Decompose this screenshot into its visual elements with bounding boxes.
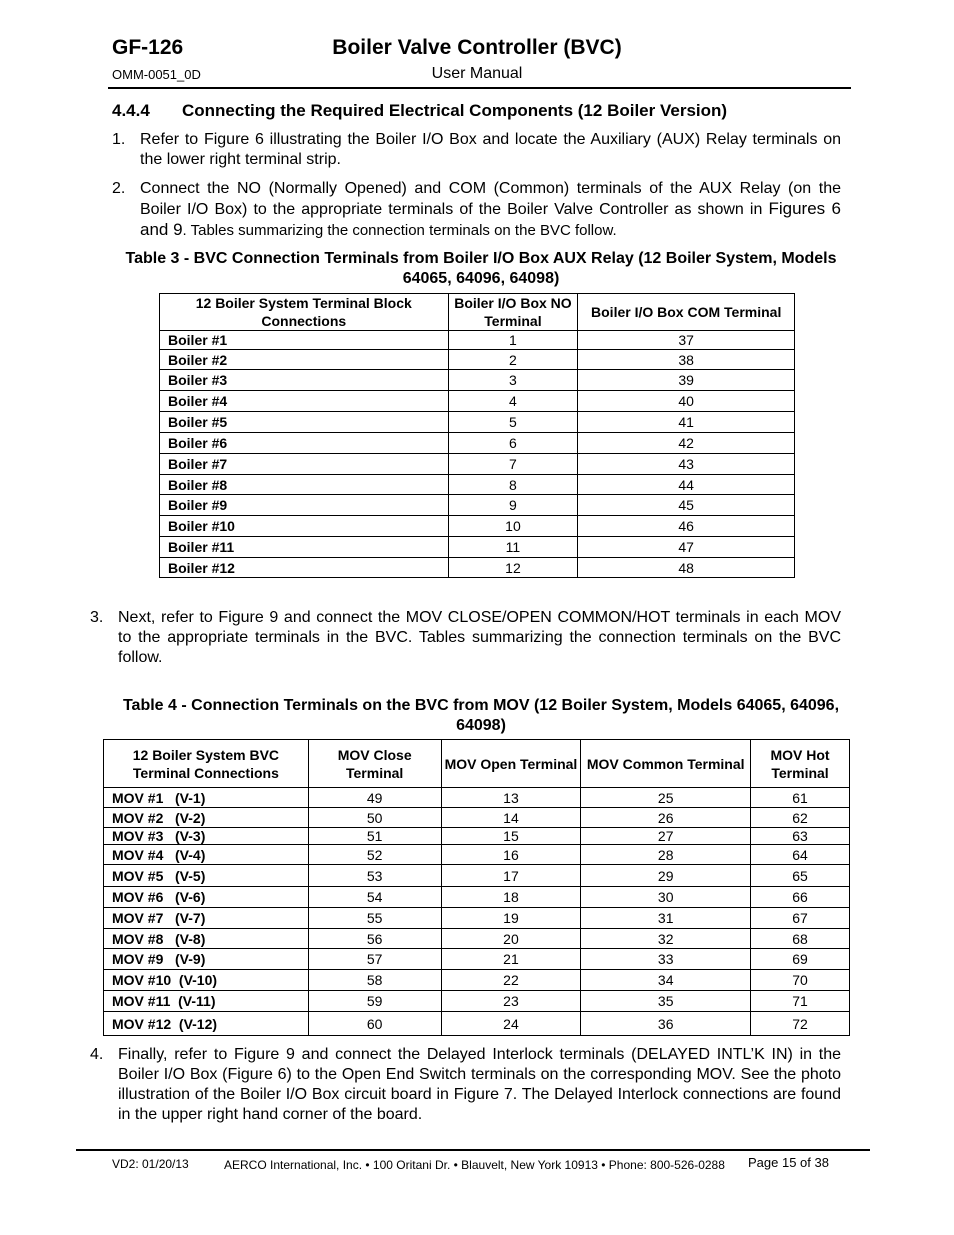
table-cell: 38 <box>578 350 795 370</box>
table-cell: 33 <box>581 949 751 970</box>
table-row <box>104 908 850 929</box>
table-cell: 30 <box>581 887 751 908</box>
row-label: Boiler #4 <box>160 391 449 412</box>
table-cell: 26 <box>581 808 751 828</box>
table-cell: 36 <box>581 1012 751 1036</box>
column-header: MOV Common Terminal <box>581 740 751 788</box>
table-row <box>160 331 795 350</box>
table-cell: 10 <box>448 516 578 537</box>
row-label: MOV #11 (V-11) <box>104 991 309 1012</box>
step-1 <box>112 130 841 170</box>
table-row <box>160 475 795 495</box>
table-row <box>160 433 795 454</box>
table-row <box>160 495 795 516</box>
row-label: MOV #1 (V-1) <box>104 788 309 808</box>
table-cell: 61 <box>751 788 850 808</box>
row-label: Boiler #2 <box>160 350 449 370</box>
table-cell: 23 <box>441 991 581 1012</box>
table-cell: 28 <box>581 845 751 865</box>
figure-reference: Figures 6 and 9 <box>140 199 841 239</box>
column-header: Boiler I/O Box COM Terminal <box>578 294 795 331</box>
table-cell: 62 <box>751 808 850 828</box>
table-3 <box>159 293 795 578</box>
table-cell: 48 <box>578 558 795 578</box>
section-number: 4.4.4 <box>112 101 150 120</box>
row-label: Boiler #1 <box>160 331 449 350</box>
section-title: Connecting the Required Electrical Components (12 Boiler Version) <box>182 101 728 120</box>
table-cell: 46 <box>578 516 795 537</box>
table-row <box>104 845 850 865</box>
table-row <box>104 970 850 991</box>
table-row <box>160 370 795 391</box>
row-label: MOV #2 (V-2) <box>104 808 309 828</box>
table-cell: 7 <box>448 454 578 475</box>
table-row <box>104 991 850 1012</box>
table-cell: 39 <box>578 370 795 391</box>
table-cell: 27 <box>581 828 751 845</box>
step-number: 2. <box>112 180 126 197</box>
table-cell: 19 <box>441 908 581 929</box>
document-title: Boiler Valve Controller (BVC) <box>332 36 622 59</box>
step-number: 4. <box>90 1046 104 1063</box>
column-header: Boiler I/O Box NO Terminal <box>448 294 578 331</box>
table-row <box>160 391 795 412</box>
row-label: Boiler #11 <box>160 537 449 558</box>
row-label: MOV #4 (V-4) <box>104 845 309 865</box>
table-cell: 40 <box>578 391 795 412</box>
table-cell: 70 <box>751 970 850 991</box>
table-cell: 4 <box>448 391 578 412</box>
table-cell: 14 <box>441 808 581 828</box>
table-row <box>160 516 795 537</box>
step-text-b: . Tables summarizing the connection terminals on the BVC follow. <box>182 222 617 239</box>
table-cell: 3 <box>448 370 578 391</box>
table-row <box>160 412 795 433</box>
row-label: Boiler #7 <box>160 454 449 475</box>
table-cell: 51 <box>308 828 441 845</box>
row-label: MOV #8 (V-8) <box>104 929 309 949</box>
table-cell: 43 <box>578 454 795 475</box>
table-cell: 35 <box>581 991 751 1012</box>
document-subtitle: User Manual <box>431 65 523 82</box>
table-cell: 59 <box>308 991 441 1012</box>
table-cell: 42 <box>578 433 795 454</box>
row-label: MOV #12 (V-12) <box>104 1012 309 1036</box>
row-label: Boiler #8 <box>160 475 449 495</box>
table-cell: 17 <box>441 865 581 887</box>
table-row <box>104 949 850 970</box>
step-text: Finally, refer to Figure 9 and connect the Delayed Interlock terminals (DELAYED INTL’K IN) in the Boiler I/O Box (Figure 6) to the Open End Switch terminals on the corresponding MOV. See the photo illustration of the Boiler I/O Box circuit board in Figure 7. The Delayed Interlock connections are found in the upper right hand corner of the board. <box>118 1046 841 1123</box>
table-row <box>160 350 795 370</box>
step-text: Refer to Figure 6 illustrating the Boiler I/O Box and locate the Auxiliary (AUX) Relay terminals on the lower right terminal strip. <box>140 131 841 168</box>
footer-divider <box>76 1149 870 1151</box>
step-text <box>140 179 841 241</box>
table-header-row <box>160 294 795 331</box>
table-cell: 21 <box>441 949 581 970</box>
row-label: MOV #7 (V-7) <box>104 908 309 929</box>
table-cell: 60 <box>308 1012 441 1036</box>
table-cell: 12 <box>448 558 578 578</box>
table-row <box>104 929 850 949</box>
table-cell: 58 <box>308 970 441 991</box>
table-cell: 49 <box>308 788 441 808</box>
table-4-caption: Table 4 - Connection Terminals on the BVC from MOV (12 Boiler System, Models 64065, 64096, 64098) <box>122 697 840 734</box>
table-cell: 5 <box>448 412 578 433</box>
footer-version: VD2: 01/20/13 <box>112 1157 189 1171</box>
table-cell: 25 <box>581 788 751 808</box>
row-label: Boiler #10 <box>160 516 449 537</box>
table-cell: 1 <box>448 331 578 350</box>
step-2 <box>112 179 841 241</box>
table-cell: 15 <box>441 828 581 845</box>
footer-page-number: Page 15 of 38 <box>748 1155 829 1170</box>
table-row <box>104 808 850 828</box>
row-label: MOV #10 (V-10) <box>104 970 309 991</box>
document-code: GF-126 <box>112 36 184 59</box>
table-row <box>160 558 795 578</box>
header-divider <box>108 87 851 89</box>
table-cell: 45 <box>578 495 795 516</box>
section-heading <box>112 101 727 121</box>
step-text-a: Connect the NO (Normally Opened) and COM (Common) terminals of the AUX Relay (on the Boiler I/O Box) to the appropriate terminals of the Boiler Valve Controller as shown in <box>140 180 841 218</box>
table-row <box>160 454 795 475</box>
table-header-row <box>104 740 850 788</box>
table-cell: 2 <box>448 350 578 370</box>
table-cell: 57 <box>308 949 441 970</box>
table-cell: 50 <box>308 808 441 828</box>
table-row <box>104 1012 850 1036</box>
row-label: Boiler #6 <box>160 433 449 454</box>
column-header: MOV Open Terminal <box>441 740 581 788</box>
table-cell: 22 <box>441 970 581 991</box>
table-cell: 54 <box>308 887 441 908</box>
document-number: OMM-0051_0D <box>112 67 201 82</box>
step-number: 3. <box>90 609 104 626</box>
column-header: 12 Boiler System BVC Terminal Connections <box>104 740 309 788</box>
table-cell: 52 <box>308 845 441 865</box>
column-header: MOV Close Terminal <box>308 740 441 788</box>
table-cell: 11 <box>448 537 578 558</box>
table-cell: 66 <box>751 887 850 908</box>
row-label: Boiler #5 <box>160 412 449 433</box>
step-3 <box>90 608 841 668</box>
table-cell: 34 <box>581 970 751 991</box>
table-cell: 8 <box>448 475 578 495</box>
row-label: Boiler #3 <box>160 370 449 391</box>
row-label: MOV #9 (V-9) <box>104 949 309 970</box>
table-row <box>104 788 850 808</box>
table-cell: 6 <box>448 433 578 454</box>
table-cell: 31 <box>581 908 751 929</box>
table-3-caption: Table 3 - BVC Connection Terminals from Boiler I/O Box AUX Relay (12 Boiler System, Models 64065, 64096, 64098) <box>125 250 837 287</box>
column-header: 12 Boiler System Terminal Block Connections <box>160 294 449 331</box>
row-label: MOV #6 (V-6) <box>104 887 309 908</box>
table-cell: 37 <box>578 331 795 350</box>
table-cell: 41 <box>578 412 795 433</box>
table-cell: 68 <box>751 929 850 949</box>
table-cell: 71 <box>751 991 850 1012</box>
table-cell: 69 <box>751 949 850 970</box>
table-cell: 9 <box>448 495 578 516</box>
table-cell: 67 <box>751 908 850 929</box>
table-row <box>104 828 850 845</box>
table-cell: 55 <box>308 908 441 929</box>
table-cell: 65 <box>751 865 850 887</box>
table-cell: 53 <box>308 865 441 887</box>
table-cell: 56 <box>308 929 441 949</box>
table-cell: 47 <box>578 537 795 558</box>
table-cell: 63 <box>751 828 850 845</box>
row-label: MOV #5 (V-5) <box>104 865 309 887</box>
table-row <box>104 865 850 887</box>
table-cell: 29 <box>581 865 751 887</box>
table-row <box>104 887 850 908</box>
table-cell: 24 <box>441 1012 581 1036</box>
step-number: 1. <box>112 131 126 148</box>
table-cell: 13 <box>441 788 581 808</box>
row-label: MOV #3 (V-3) <box>104 828 309 845</box>
table-row <box>160 537 795 558</box>
footer-company: AERCO International, Inc. • 100 Oritani Dr. • Blauvelt, New York 10913 • Phone: 800-526-0288 <box>224 1158 725 1172</box>
row-label: Boiler #12 <box>160 558 449 578</box>
table-cell: 20 <box>441 929 581 949</box>
row-label: Boiler #9 <box>160 495 449 516</box>
table-cell: 64 <box>751 845 850 865</box>
table-cell: 16 <box>441 845 581 865</box>
table-cell: 44 <box>578 475 795 495</box>
table-cell: 18 <box>441 887 581 908</box>
step-4 <box>90 1045 841 1125</box>
table-cell: 72 <box>751 1012 850 1036</box>
step-text: Next, refer to Figure 9 and connect the MOV CLOSE/OPEN COMMON/HOT terminals in each MOV to the appropriate terminals in the BVC. Tables summarizing the connection terminals on the BVC follow. <box>118 609 841 666</box>
table-cell: 32 <box>581 929 751 949</box>
table-4 <box>103 739 850 1036</box>
column-header: MOV Hot Terminal <box>751 740 850 788</box>
